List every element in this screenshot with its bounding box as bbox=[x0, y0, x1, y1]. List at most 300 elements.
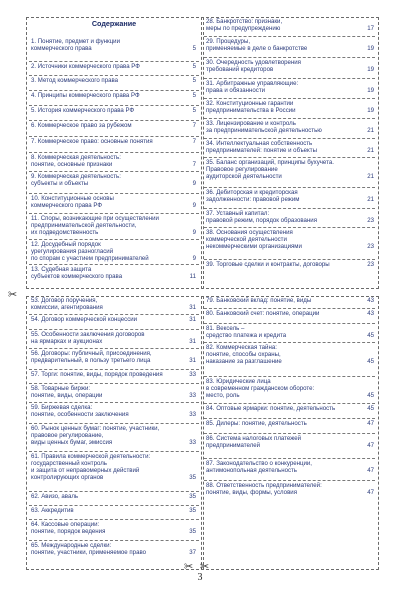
entry-number: 31. bbox=[206, 80, 215, 87]
entry-text-line bbox=[31, 107, 196, 114]
contents-entry bbox=[31, 316, 196, 323]
entry-title: Споры, возникающие при осуществлении bbox=[40, 215, 159, 222]
entry-separator bbox=[29, 136, 199, 137]
entry-page-number: 23 bbox=[367, 217, 374, 225]
entry-number: 32. bbox=[206, 100, 215, 107]
entry-text-line: за предпринимательской деятельностью bbox=[206, 127, 322, 135]
entry-number: 60. bbox=[31, 425, 40, 432]
entry-text-line bbox=[206, 460, 374, 467]
entry-text-line bbox=[206, 38, 374, 45]
entry-title: Интеллектуальная собственность bbox=[216, 140, 313, 147]
entry-text-line: место, роль bbox=[206, 392, 240, 400]
entry-page-number: 37 bbox=[189, 549, 196, 557]
entry-title: Торговые сделки и контракты, договоры bbox=[216, 261, 330, 268]
contents-entry bbox=[31, 195, 196, 209]
contents-entry bbox=[31, 331, 196, 345]
entry-separator bbox=[29, 90, 199, 91]
entry-separator bbox=[204, 376, 375, 377]
contents-entry bbox=[31, 77, 196, 84]
contents-entry bbox=[206, 210, 374, 224]
entry-separator bbox=[204, 208, 375, 209]
entry-separator bbox=[29, 383, 199, 384]
entry-text-line: на ярмарках и аукционах bbox=[31, 338, 103, 346]
entry-page-number: 31 bbox=[189, 357, 196, 365]
entry-text-line bbox=[206, 80, 374, 87]
entry-separator bbox=[29, 264, 199, 265]
entry-text-line bbox=[206, 344, 374, 351]
contents-title: Содержание bbox=[91, 19, 137, 28]
entry-separator bbox=[29, 239, 199, 240]
entry-separator bbox=[29, 193, 199, 194]
contents-entry bbox=[31, 350, 196, 364]
entry-text-line: коммерческого права РФ bbox=[31, 202, 103, 210]
entry-number: 81. bbox=[206, 325, 215, 332]
entry-text-line: меры по предупреждению bbox=[206, 25, 281, 33]
entry-number: 59. bbox=[31, 404, 40, 411]
entry-text-line bbox=[206, 100, 374, 107]
entry-title: Процедуры, bbox=[216, 38, 251, 45]
entry-text-line: предпринимателей bbox=[206, 442, 261, 450]
entry-number: 39. bbox=[206, 261, 215, 268]
entry-separator bbox=[204, 342, 375, 343]
entry-text-line bbox=[31, 316, 196, 323]
entry-text-line: наказание за разглашение bbox=[206, 358, 282, 366]
contents-entry bbox=[31, 425, 196, 446]
contents-entry bbox=[206, 297, 374, 304]
entry-page-number: 21 bbox=[367, 127, 374, 135]
entry-page-number: 31 bbox=[189, 316, 196, 323]
entry-text-line bbox=[206, 18, 374, 25]
contents-entry bbox=[31, 521, 196, 535]
entry-text-line: аудиторской деятельности bbox=[206, 173, 282, 181]
entry-page-number: 33 bbox=[189, 371, 196, 378]
entry-separator bbox=[29, 402, 199, 403]
contents-entry bbox=[206, 378, 374, 399]
entry-text-line bbox=[31, 77, 196, 84]
entry-number: 53. bbox=[31, 297, 40, 304]
entry-text-line bbox=[31, 371, 196, 378]
entry-text-line: понятие, виды, формы, условия bbox=[206, 489, 298, 497]
entry-text-line bbox=[206, 482, 374, 489]
entry-title: Банковский вклад: понятие, виды bbox=[216, 297, 312, 304]
entry-number: 62. bbox=[31, 493, 40, 500]
contents-entry bbox=[31, 107, 196, 114]
entry-title: Коммерческая тайна: bbox=[216, 344, 277, 351]
entry-text-line bbox=[31, 266, 196, 273]
contents-entry bbox=[206, 261, 374, 268]
entry-number: 80. bbox=[206, 310, 215, 317]
entry-page-number: 9 bbox=[192, 180, 196, 188]
entry-text-line bbox=[206, 120, 374, 127]
entry-page-number: 45 bbox=[367, 332, 374, 340]
entry-number: 86. bbox=[206, 435, 215, 442]
entry-number: 35. bbox=[206, 159, 215, 166]
entry-separator bbox=[204, 418, 375, 419]
entry-number: 58. bbox=[31, 385, 40, 392]
entry-page-number: 23 bbox=[367, 243, 374, 251]
entry-title: Принципы коммерческого права РФ bbox=[37, 92, 140, 99]
entry-page-number: 33 bbox=[189, 411, 196, 419]
entry-separator bbox=[204, 78, 375, 79]
entry-text-line: антимонопольная деятельность bbox=[206, 467, 297, 475]
entry-title: Дебиторская и кредиторская bbox=[216, 189, 298, 196]
entry-separator bbox=[29, 75, 199, 76]
scissors-icon: ✂ bbox=[184, 561, 194, 573]
entry-title: Банковский счет: понятие, операции bbox=[216, 310, 320, 317]
entry-page-number: 47 bbox=[367, 467, 374, 475]
entry-separator bbox=[204, 458, 375, 459]
entry-title: Источники коммерческого права РФ bbox=[37, 63, 140, 70]
entry-title: Договоры: публичный, присоединения, bbox=[41, 350, 152, 357]
entry-page-number: 21 bbox=[367, 173, 374, 181]
entry-text-line bbox=[31, 138, 196, 145]
entry-title: Банкротство: признаки, bbox=[216, 18, 283, 25]
entry-number: 83. bbox=[206, 378, 215, 385]
entry-page-number: 21 bbox=[367, 147, 374, 155]
entry-text-line bbox=[31, 542, 196, 549]
entry-text-line bbox=[31, 154, 196, 161]
entry-separator bbox=[204, 157, 375, 158]
entry-text-line: правовой режим, порядок образования bbox=[206, 217, 317, 225]
entry-text-line bbox=[206, 435, 374, 442]
entry-text-line: предварительный, в пользу третьего лица bbox=[31, 357, 151, 365]
entry-page-number: 17 bbox=[367, 25, 374, 33]
entry-number: 5. bbox=[31, 107, 37, 114]
entry-separator bbox=[204, 433, 375, 434]
entry-title: Договор коммерческой концессии bbox=[41, 316, 138, 323]
entry-page-number: 9 bbox=[192, 229, 196, 237]
entry-title: История коммерческого права РФ bbox=[37, 107, 135, 114]
entry-separator bbox=[29, 171, 199, 172]
entry-text-line: урегулирования разногласий bbox=[31, 248, 114, 256]
entry-separator bbox=[29, 105, 199, 106]
entry-text-line: коммерческой деятельности bbox=[206, 236, 287, 244]
contents-entry bbox=[206, 38, 374, 52]
contents-entry bbox=[31, 138, 196, 145]
entry-page-number: 47 bbox=[367, 489, 374, 497]
entry-number: 36. bbox=[206, 189, 215, 196]
entry-page-number: 9 bbox=[192, 202, 196, 210]
entry-text-line: субъектов коммерческого права bbox=[31, 273, 123, 281]
entry-text-line bbox=[31, 92, 196, 99]
entry-text-line: предпринимательства в России bbox=[206, 107, 296, 115]
entry-title: Товарные биржи: bbox=[41, 385, 91, 392]
entry-separator bbox=[29, 314, 199, 315]
entry-title: Коммерческая деятельность: bbox=[37, 173, 121, 180]
entry-text-line bbox=[31, 404, 196, 411]
entry-number: 4. bbox=[31, 92, 37, 99]
entry-number: 8. bbox=[31, 154, 37, 161]
entry-text-line: предпринимателей: понятие и объекты bbox=[206, 147, 317, 155]
entry-text-line bbox=[206, 420, 374, 427]
contents-entry bbox=[31, 92, 196, 99]
entry-text-line: средство платежа и кредита bbox=[206, 332, 287, 340]
entry-text-line bbox=[31, 385, 196, 392]
entry-text-line: государственный контроль bbox=[31, 460, 107, 468]
entry-text-line bbox=[31, 241, 196, 248]
entry-title: Авизо, аваль bbox=[41, 493, 79, 500]
contents-entry bbox=[206, 420, 374, 427]
entry-page-number: 35 bbox=[189, 528, 196, 536]
entry-separator bbox=[29, 451, 199, 452]
contents-entry bbox=[206, 80, 374, 94]
scissors-icon: ✂ bbox=[8, 289, 18, 301]
entry-separator bbox=[29, 120, 199, 121]
contents-entry bbox=[31, 385, 196, 399]
entry-number: 64. bbox=[31, 521, 40, 528]
entry-text-line: требований кредиторов bbox=[206, 66, 274, 74]
entry-separator bbox=[29, 519, 199, 520]
entry-title: Уставный капитал: bbox=[216, 210, 270, 217]
entry-page-number: 47 bbox=[367, 420, 374, 427]
entry-number: 56. bbox=[31, 350, 40, 357]
contents-entry bbox=[31, 173, 196, 187]
contents-entry bbox=[206, 120, 374, 134]
entry-page-number: 35 bbox=[189, 507, 196, 514]
entry-number: 7. bbox=[31, 138, 37, 145]
entry-page-number: 9 bbox=[192, 255, 196, 263]
entry-text-line: понятие, основные признаки bbox=[31, 161, 113, 169]
entry-page-number: 47 bbox=[367, 442, 374, 450]
entry-title: Досудебный порядок bbox=[41, 241, 101, 248]
entry-text-line bbox=[31, 63, 196, 70]
contents-entry bbox=[31, 215, 196, 236]
entry-title: Конституционные гарантии bbox=[216, 100, 294, 107]
entry-number: 6. bbox=[31, 122, 37, 129]
entry-number: 54. bbox=[31, 316, 40, 323]
entry-title: Аккредитив bbox=[41, 507, 74, 514]
contents-entry bbox=[206, 229, 374, 250]
entry-text-line bbox=[31, 215, 196, 222]
entry-page-number: 7 bbox=[192, 161, 196, 169]
entry-separator bbox=[204, 118, 375, 119]
entry-number: 88. bbox=[206, 482, 215, 489]
entry-text-line: некоммерческими организациями bbox=[206, 243, 302, 251]
entry-number: 28. bbox=[206, 18, 215, 25]
entry-page-number: 31 bbox=[189, 338, 196, 346]
entry-title: Арбитражные управляющие: bbox=[216, 80, 299, 87]
entry-text-line: Правовое регулирование bbox=[206, 166, 278, 174]
entry-page-number: 21 bbox=[367, 196, 374, 204]
entry-text-line bbox=[206, 261, 374, 268]
entry-page-number: 5 bbox=[192, 45, 196, 53]
entry-text-line bbox=[206, 59, 374, 66]
entry-separator bbox=[204, 403, 375, 404]
contents-entry bbox=[206, 435, 374, 449]
entry-separator bbox=[29, 491, 199, 492]
entry-text-line bbox=[31, 350, 196, 357]
entry-title: Рынок ценных бумаг: понятие, участники, bbox=[41, 425, 160, 432]
entry-text-line: виды ценных бумаг, эмиссия bbox=[31, 439, 113, 447]
entry-text-line: правовое регулирование, bbox=[31, 432, 104, 440]
entry-separator bbox=[29, 540, 199, 541]
contents-entry bbox=[206, 405, 374, 412]
entry-page-number: 33 bbox=[189, 392, 196, 400]
entry-separator bbox=[29, 348, 199, 349]
contents-entry bbox=[31, 507, 196, 514]
contents-entry bbox=[206, 100, 374, 114]
entry-text-line: контролирующих органов bbox=[31, 474, 104, 482]
entry-number: 1. bbox=[31, 38, 37, 45]
entry-number: 85. bbox=[206, 420, 215, 427]
entry-title: Лицензирование и контроль bbox=[216, 120, 296, 127]
contents-entry bbox=[206, 159, 374, 180]
entry-title: Понятие, предмет и функции bbox=[37, 38, 120, 45]
entry-page-number: 7 bbox=[192, 138, 196, 145]
entry-text-line bbox=[31, 453, 196, 460]
entry-title: Биржевая сделка: bbox=[41, 404, 93, 411]
entry-text-line: задолженности: правовой режим bbox=[206, 196, 300, 204]
contents-entry bbox=[31, 154, 196, 168]
entry-text-line: понятие, виды, операции bbox=[31, 392, 103, 400]
entry-separator bbox=[29, 213, 199, 214]
entry-number: 9. bbox=[31, 173, 37, 180]
entry-title: Ответственность предпринимателей: bbox=[216, 482, 322, 489]
entry-text-line: коммерческого права bbox=[31, 45, 92, 53]
entry-text-line bbox=[206, 325, 374, 332]
entry-page-number: 5 bbox=[192, 92, 196, 99]
entry-separator bbox=[204, 480, 375, 481]
contents-entry bbox=[31, 122, 196, 129]
entry-title: Торги: понятие, виды, порядок проведения bbox=[41, 371, 163, 378]
entry-number: 84. bbox=[206, 405, 215, 412]
entry-page-number: 35 bbox=[189, 493, 196, 500]
entry-text-line bbox=[206, 140, 374, 147]
entry-number: 30. bbox=[206, 59, 215, 66]
entry-page-number: 45 bbox=[367, 392, 374, 400]
contents-entry bbox=[31, 453, 196, 481]
entry-number: 63. bbox=[31, 507, 40, 514]
entry-title: Основания осуществления bbox=[216, 229, 293, 236]
entry-number: 3. bbox=[31, 77, 37, 84]
entry-title: Особенности заключения договоров bbox=[41, 331, 145, 338]
contents-entry bbox=[206, 189, 374, 203]
contents-entry bbox=[206, 460, 374, 474]
entry-text-line bbox=[31, 38, 196, 45]
entry-text-line bbox=[206, 210, 374, 217]
entry-page-number: 23 bbox=[367, 261, 374, 268]
entry-text-line: их подведомственность bbox=[31, 229, 99, 237]
entry-text-line: применяемые в деле о банкротстве bbox=[206, 45, 308, 53]
entry-separator bbox=[29, 152, 199, 153]
entry-text-line: понятие, способы охраны, bbox=[206, 351, 281, 359]
entry-title: Конституционные основы bbox=[41, 195, 114, 202]
entry-number: 55. bbox=[31, 331, 40, 338]
entry-title: Международные сделки: bbox=[41, 542, 112, 549]
entry-text-line: понятие, порядок ведения bbox=[31, 528, 106, 536]
entry-separator bbox=[204, 36, 375, 37]
entry-title: Коммерческое право за рубежом bbox=[37, 122, 132, 129]
entry-text-line: по спорам с участием предпринимателей bbox=[31, 255, 149, 263]
entry-text-line: понятие, особенности заключения bbox=[31, 411, 129, 419]
entry-number: 12. bbox=[31, 241, 40, 248]
entry-separator bbox=[204, 98, 375, 99]
entry-text-line bbox=[31, 493, 196, 500]
contents-entry bbox=[206, 18, 374, 32]
entry-title: Законодательство о конкуренции, bbox=[216, 460, 312, 467]
entry-text-line: в современном гражданском обороте: bbox=[206, 385, 315, 393]
entry-title: Вексель – bbox=[216, 325, 245, 332]
entry-separator bbox=[204, 138, 375, 139]
entry-number: 38. bbox=[206, 229, 215, 236]
entry-title: Юридические лица bbox=[216, 378, 271, 385]
entry-page-number: 43 bbox=[367, 310, 374, 317]
entry-number: 57. bbox=[31, 371, 40, 378]
entry-title: Метод коммерческого права bbox=[37, 77, 119, 84]
entry-title: Правила коммерческой деятельности: bbox=[41, 453, 151, 460]
entry-page-number: 19 bbox=[367, 45, 374, 53]
entry-number: 61. bbox=[31, 453, 40, 460]
entry-page-number: 45 bbox=[367, 358, 374, 366]
entry-title: Дилеры: понятие, деятельность bbox=[216, 420, 307, 427]
entry-title: Коммерческая деятельность: bbox=[37, 154, 121, 161]
entry-number: 79. bbox=[206, 297, 215, 304]
contents-entry bbox=[31, 63, 196, 70]
entry-text-line bbox=[31, 521, 196, 528]
entry-separator bbox=[204, 259, 375, 260]
entry-page-number: 5 bbox=[192, 107, 196, 114]
entry-text-line bbox=[31, 507, 196, 514]
entry-page-number: 19 bbox=[367, 87, 374, 95]
entry-number: 29. bbox=[206, 38, 215, 45]
contents-entry bbox=[206, 59, 374, 73]
entry-page-number: 19 bbox=[367, 66, 374, 74]
entry-title: Баланс организаций, принципы бухучета. bbox=[216, 159, 334, 166]
entry-text-line bbox=[206, 297, 374, 304]
entry-page-number: 45 bbox=[367, 405, 374, 412]
entry-number: 87. bbox=[206, 460, 215, 467]
page-number: 3 bbox=[197, 572, 203, 583]
entry-separator bbox=[204, 57, 375, 58]
contents-entry bbox=[31, 542, 196, 556]
entry-separator bbox=[204, 308, 375, 309]
contents-entry bbox=[31, 38, 196, 52]
entry-text-line bbox=[31, 195, 196, 202]
contents-entry bbox=[31, 404, 196, 418]
entry-title: Очередность удовлетворения bbox=[216, 59, 301, 66]
entry-page-number: 33 bbox=[189, 439, 196, 447]
entry-separator bbox=[29, 423, 199, 424]
entry-text-line bbox=[31, 331, 196, 338]
entry-title: Система налоговых платежей bbox=[216, 435, 302, 442]
entry-text-line bbox=[206, 189, 374, 196]
entry-text-line: предпринимательской деятельности, bbox=[31, 222, 137, 230]
entry-title: Коммерческое право: основные понятия bbox=[37, 138, 153, 145]
contents-entry bbox=[31, 371, 196, 378]
contents-entry bbox=[206, 325, 374, 339]
contents-entry bbox=[206, 310, 374, 317]
entry-page-number: 35 bbox=[189, 474, 196, 482]
entry-text-line bbox=[206, 229, 374, 236]
entry-title: Судебная защита bbox=[41, 266, 92, 273]
entry-text-line bbox=[206, 310, 374, 317]
entry-page-number: 31 bbox=[189, 304, 196, 312]
entry-text-line: понятие, участники, применяемое право bbox=[31, 549, 147, 557]
entry-number: 11. bbox=[31, 215, 40, 222]
entry-separator bbox=[29, 329, 199, 330]
entry-page-number: 43 bbox=[367, 297, 374, 304]
entry-title: Договор поручения, bbox=[41, 297, 98, 304]
entry-text-line bbox=[31, 297, 196, 304]
entry-page-number: 7 bbox=[192, 122, 196, 129]
contents-entry bbox=[206, 482, 374, 496]
entry-number: 10. bbox=[31, 195, 40, 202]
entry-text-line bbox=[206, 378, 374, 385]
entry-text-line: субъекты и объекты bbox=[31, 180, 89, 188]
entry-number: 65. bbox=[31, 542, 40, 549]
entry-text-line bbox=[31, 425, 196, 432]
contents-entry bbox=[31, 297, 196, 311]
